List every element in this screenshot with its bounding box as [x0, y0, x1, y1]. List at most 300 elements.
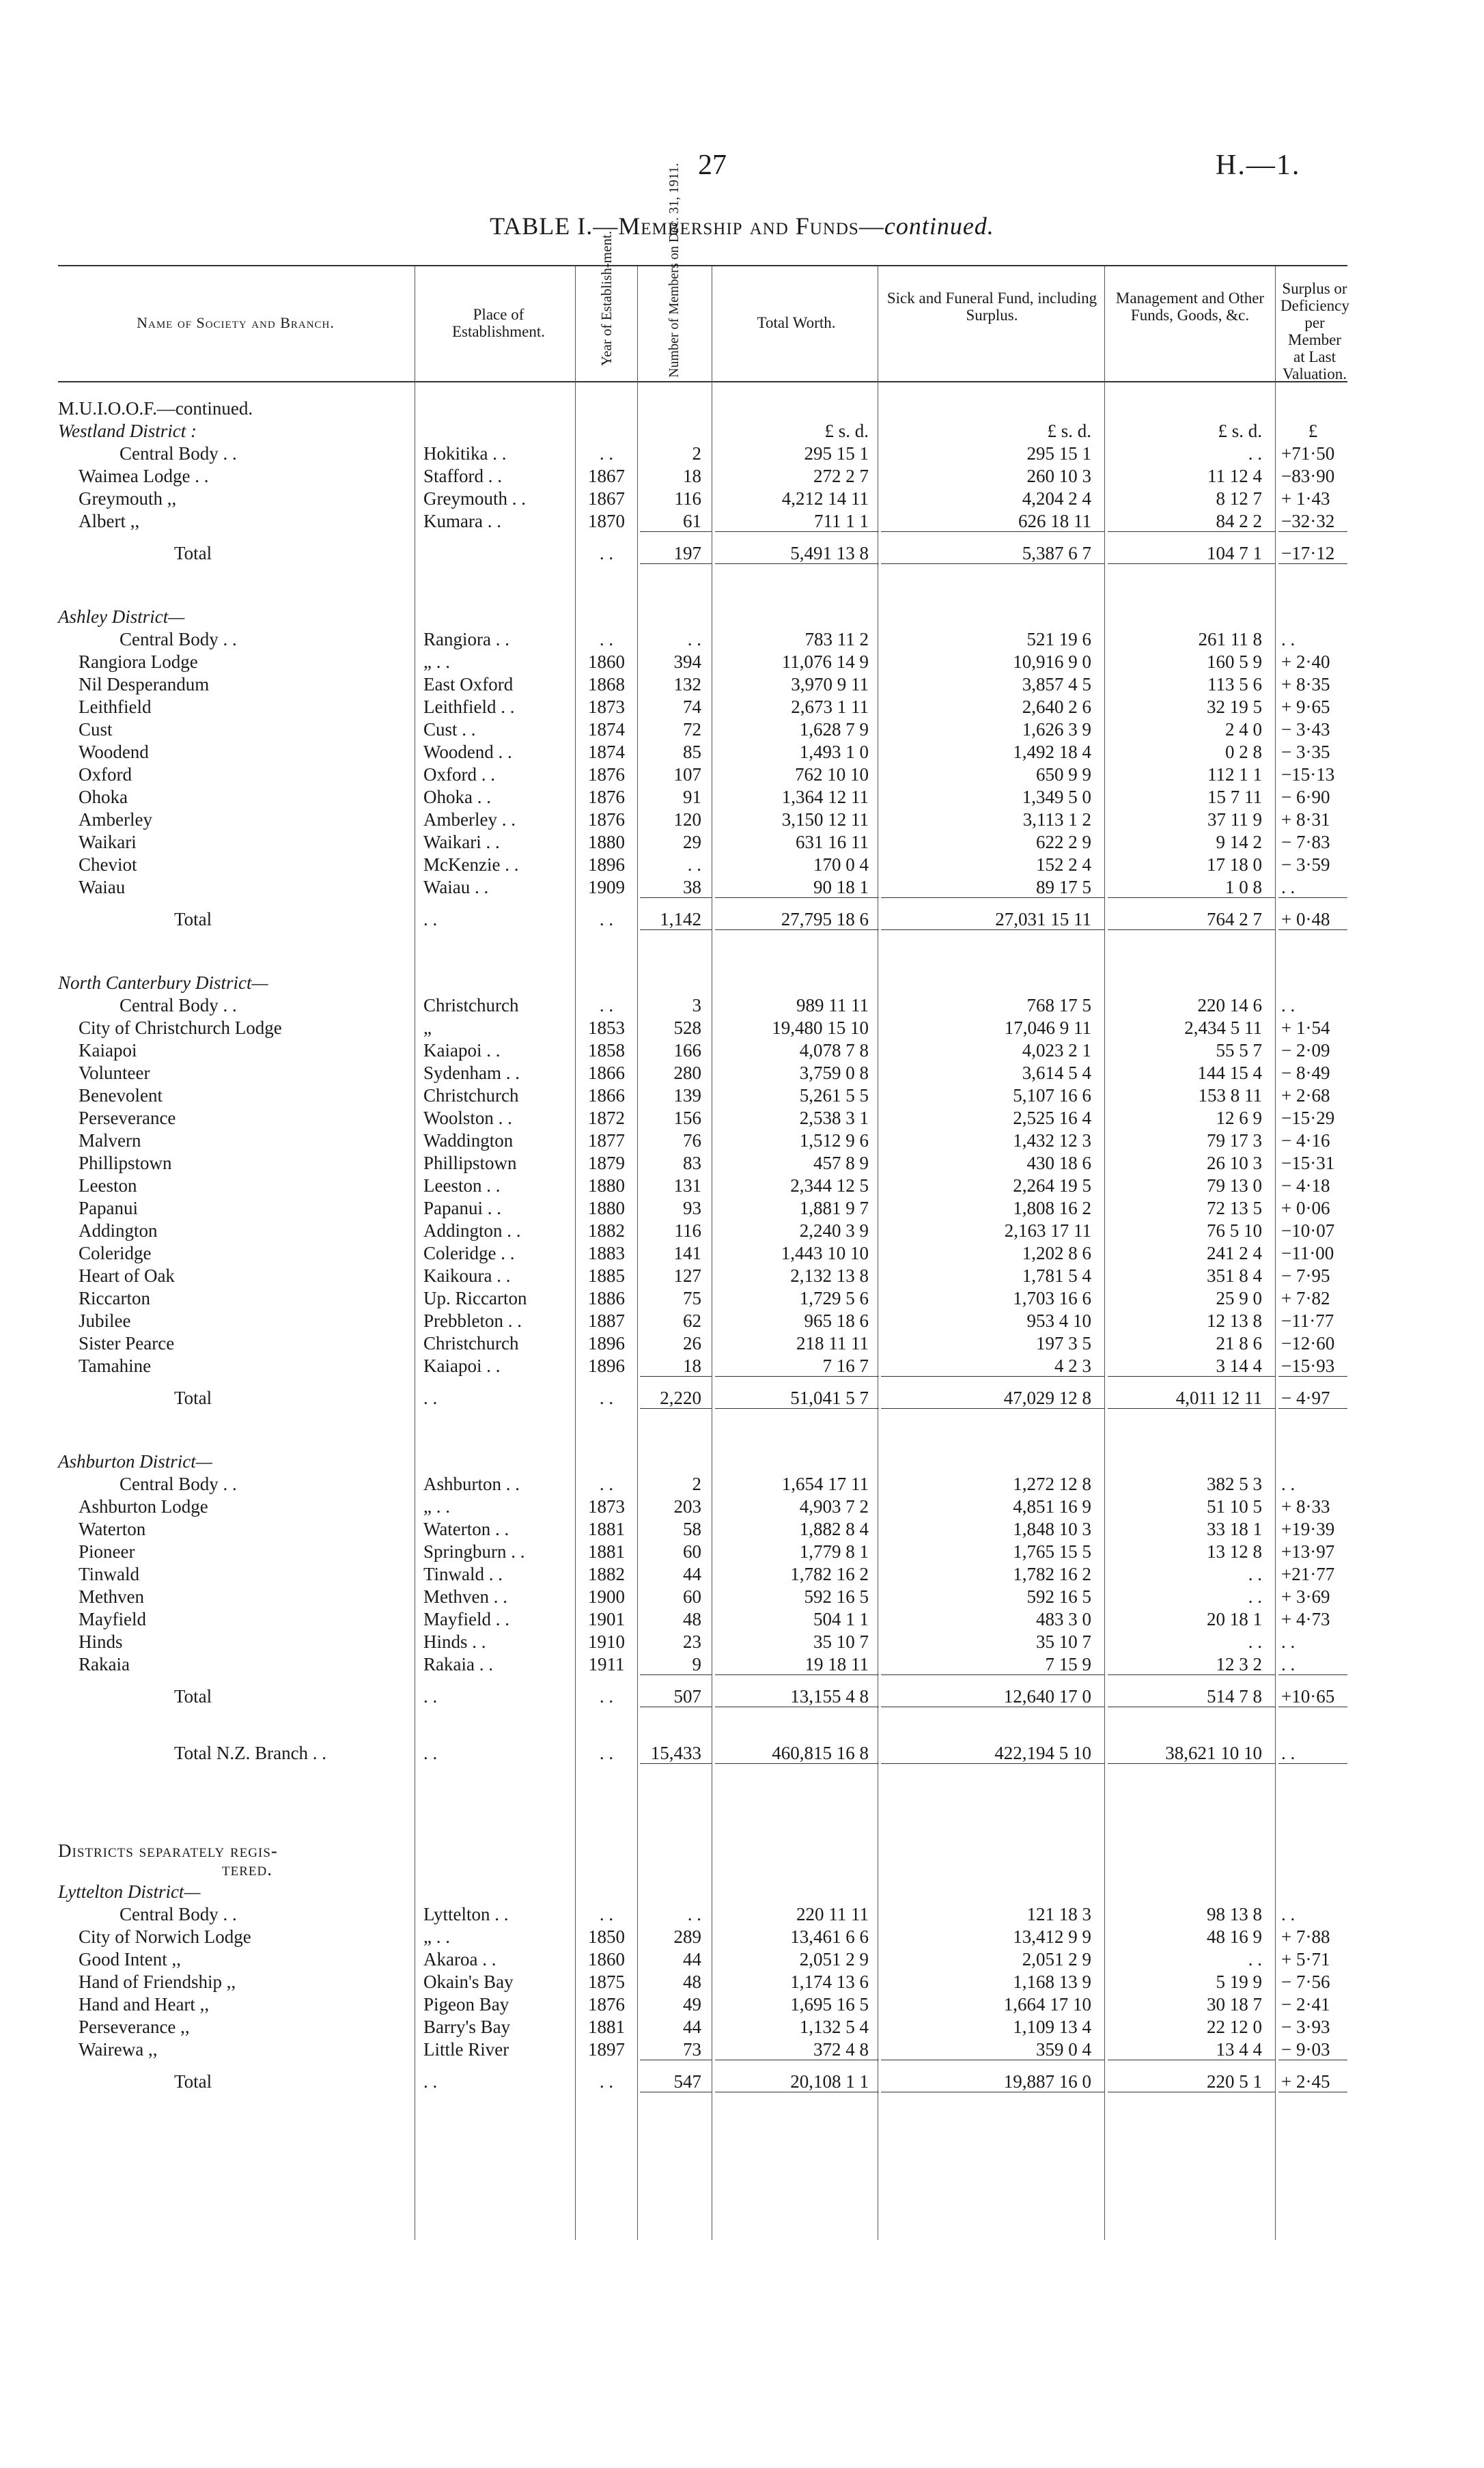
cell-mem: 547	[673, 2071, 701, 2092]
cell-sp: + 3·69	[1281, 1586, 1330, 1607]
cell-mg: 2,434 5 11	[1184, 1018, 1262, 1038]
cell-mem: 93	[683, 1198, 701, 1218]
table-row	[58, 1107, 1347, 1129]
table-row	[58, 994, 1347, 1016]
table-row	[58, 1175, 1347, 1196]
cell-place: Christchurch	[423, 1085, 519, 1106]
cell-sp: − 4·16	[1281, 1130, 1330, 1151]
cell-tw: 631 16 11	[796, 832, 869, 852]
cell-place: Lyttelton . .	[423, 1904, 509, 1924]
cell-mem: 507	[673, 1686, 701, 1707]
cell-tw: 1,779 8 1	[799, 1541, 869, 1562]
cell-sf: 12,640 17 0	[1003, 1686, 1091, 1707]
cell-year: . .	[599, 1904, 614, 1924]
cell-name: City of Christchurch Lodge	[79, 1018, 282, 1038]
table-row	[58, 1310, 1347, 1332]
cell-name: Waterton	[79, 1519, 146, 1539]
total-rule	[1278, 1763, 1347, 1764]
cell-mem: 83	[683, 1153, 701, 1173]
table-row	[58, 763, 1347, 785]
cell-year: 1897	[588, 2039, 625, 2060]
cell-mem: 132	[673, 674, 701, 695]
cell-tw: 762 10 10	[795, 764, 869, 785]
cell-name: Total N.Z. Branch . .	[174, 1743, 327, 1763]
total-rule	[1108, 531, 1275, 532]
cell-sf: 4 2 3	[1054, 1356, 1091, 1376]
cell-place: „ . .	[423, 651, 450, 672]
total-rule	[1108, 563, 1275, 564]
total-rule	[881, 531, 1104, 532]
cell-sf: 2,640 2 6	[1022, 697, 1091, 717]
cell-mg: 12 13 8	[1207, 1310, 1262, 1331]
cell-sp: . .	[1281, 1743, 1296, 1763]
cell-sf: 592 16 5	[1026, 1586, 1091, 1607]
cell-sp: . .	[1281, 1654, 1296, 1674]
cell-sp: . .	[1281, 1631, 1296, 1652]
cell-sf: 521 19 6	[1026, 629, 1091, 649]
cell-year: 1850	[588, 1926, 625, 1947]
cell-sp: −32·32	[1281, 511, 1335, 531]
cell-sf: 483 3 0	[1036, 1609, 1091, 1629]
cell-tw: 965 18 6	[804, 1310, 869, 1331]
cell-name: Rakaia	[79, 1654, 130, 1674]
cell-sp: − 3·93	[1281, 2017, 1330, 2037]
cell-sf: 1,703 16 6	[1013, 1288, 1091, 1308]
cell-sp: + 8·31	[1281, 809, 1330, 830]
cell-year: 1896	[588, 854, 625, 875]
cell-mem: 23	[683, 1631, 701, 1652]
cell-sf: 1,664 17 10	[1003, 1994, 1091, 2015]
cell-sp: . .	[1281, 995, 1296, 1015]
cell-mem: 85	[683, 742, 701, 762]
header-year: Year of Establish-ment.	[598, 231, 615, 366]
cell-sf: 4,023 2 1	[1022, 1040, 1091, 1061]
cell-sp: − 7·95	[1281, 1265, 1330, 1286]
cell-sp: + 0·48	[1281, 909, 1330, 929]
cell-place: Kaiapoi . .	[423, 1356, 501, 1376]
title-main: Membership and Funds—	[618, 212, 884, 240]
total-rule	[715, 1376, 879, 1377]
cell-mg: 220 14 6	[1197, 995, 1262, 1015]
cell-name: Oxford	[79, 764, 132, 785]
cell-name: Waikari	[79, 832, 137, 852]
cell-name: Leithfield	[79, 697, 152, 717]
table-row	[58, 2016, 1347, 2038]
total-rule	[881, 563, 1104, 564]
cell-tw: 3,759 0 8	[799, 1063, 869, 1083]
table-row	[58, 1926, 1347, 1948]
total-rule	[715, 1763, 879, 1764]
cell-place: Greymouth . .	[423, 488, 526, 509]
cell-sp: − 7·56	[1281, 1972, 1330, 1992]
cell-name: City of Norwich Lodge	[79, 1926, 251, 1947]
cell-mg: 51 10 5	[1207, 1496, 1262, 1517]
cell-name: Waimea Lodge . .	[79, 466, 209, 486]
table-row	[58, 1084, 1347, 1106]
cell-mg: 79 13 0	[1207, 1175, 1262, 1196]
cell-tw: 1,782 16 2	[790, 1564, 869, 1584]
table-row	[58, 809, 1347, 830]
cell-mem: 131	[673, 1175, 701, 1196]
cell-mg: . .	[1248, 1631, 1262, 1652]
total-rule	[1278, 1408, 1347, 1409]
cell-name: Kaiapoi	[79, 1040, 137, 1061]
cell-mg: 12 6 9	[1216, 1108, 1262, 1128]
cell-name: Greymouth ,,	[79, 488, 177, 509]
cell-mg: 0 2 8	[1225, 742, 1262, 762]
cell-place: Springburn . .	[423, 1541, 525, 1562]
cell-mg: 17 18 0	[1207, 854, 1262, 875]
cell-name: Riccarton	[79, 1288, 150, 1308]
cell-sf: 4,204 2 4	[1022, 488, 1091, 509]
cell-name: Total	[174, 1686, 212, 1707]
cell-year: 1896	[588, 1356, 625, 1376]
total-row	[58, 542, 1347, 564]
cell-mg: 98 13 8	[1207, 1904, 1262, 1924]
cell-tw: 1,628 7 9	[799, 719, 869, 740]
district-heading	[58, 1881, 1347, 1903]
society-heading	[58, 397, 1347, 419]
cell-mem: 3	[692, 995, 701, 1015]
cell-sp: − 3·59	[1281, 854, 1330, 875]
cell-tw: 372 4 8	[813, 2039, 869, 2060]
cell-name: Addington	[79, 1220, 158, 1241]
cell-sf: 430 18 6	[1026, 1153, 1091, 1173]
cell-sp: + 1·43	[1281, 488, 1330, 509]
cell-mem: 116	[674, 1220, 701, 1241]
table-row	[58, 1586, 1347, 1608]
cell-mem: 38	[683, 877, 701, 897]
cell-place: Waiau . .	[423, 877, 489, 897]
cell-year: . .	[599, 1474, 614, 1494]
cell-mg: 261 11 8	[1198, 629, 1262, 649]
total-row	[58, 1685, 1347, 1707]
cell-tw: 2,132 13 8	[790, 1265, 869, 1286]
cell-sp: + 9·65	[1281, 697, 1330, 717]
cell-place: Rakaia . .	[423, 1654, 493, 1674]
table-row	[58, 1039, 1347, 1061]
cell-mem: 127	[673, 1265, 701, 1286]
cell-year: 1880	[588, 1175, 625, 1196]
cell-year: . .	[599, 2071, 614, 2092]
cell-place: Pigeon Bay	[423, 1994, 509, 2015]
table-row	[58, 1265, 1347, 1287]
cell-mg: 12 3 2	[1216, 1654, 1262, 1674]
cell-name: Amberley	[79, 809, 152, 830]
cell-place: Stafford . .	[423, 466, 502, 486]
cell-year: 1881	[588, 1519, 625, 1539]
cell-name: Coleridge	[79, 1243, 152, 1263]
table-row	[58, 1903, 1347, 1925]
cell-mem: 15,433	[650, 1743, 701, 1763]
cell-sp: . .	[1281, 1474, 1296, 1494]
header-surplus: Surplus or Deficiency per Member at Last Valuation.	[1280, 280, 1349, 382]
cell-year: 1867	[588, 488, 625, 509]
cell-tw: 7 16 7	[822, 1356, 869, 1376]
cell-mem: 2,220	[660, 1388, 701, 1408]
cell-year: 1909	[588, 877, 625, 897]
table-row	[58, 1563, 1347, 1585]
cell-place: Cust . .	[423, 719, 476, 740]
cell-year: 1867	[588, 466, 625, 486]
cell-place: Coleridge . .	[423, 1243, 515, 1263]
cell-sf: 89 17 5	[1036, 877, 1091, 897]
cell-tw: 170 0 4	[813, 854, 869, 875]
cell-mem: 197	[673, 543, 701, 563]
cell-mem: 18	[683, 466, 701, 486]
cell-name: Jubilee	[79, 1310, 131, 1331]
cell-year: 1876	[588, 764, 625, 785]
cell-place: Waterton . .	[423, 1519, 509, 1539]
cell-sp: −10·07	[1281, 1220, 1335, 1241]
cell-place: Okain's Bay	[423, 1972, 514, 1992]
cell-name: Central Body . .	[120, 443, 237, 464]
cell-year: 1873	[588, 697, 625, 717]
cell-year: . .	[599, 443, 614, 464]
cell-year: 1910	[588, 1631, 625, 1652]
cell-name: Ashley District—	[58, 606, 185, 627]
cell-tw: 2,344 12 5	[790, 1175, 869, 1196]
cell-year: . .	[599, 629, 614, 649]
cell-mem: 44	[683, 1949, 701, 1969]
cell-sp: − 4·18	[1281, 1175, 1330, 1196]
cell-mg: 79 17 3	[1207, 1130, 1262, 1151]
cell-sf: 17,046 9 11	[1004, 1018, 1091, 1038]
cell-sp: + 2·68	[1281, 1085, 1330, 1106]
cell-sf: 1,765 15 5	[1013, 1541, 1091, 1562]
table-row	[58, 1993, 1347, 2015]
cell-name: Phillipstown	[79, 1153, 172, 1173]
cell-sf: 295 15 1	[1026, 443, 1091, 464]
table-row	[58, 1242, 1347, 1264]
cell-sf: 35 10 7	[1036, 1631, 1091, 1652]
page-number: 27	[698, 150, 727, 181]
cell-sf: 1,848 10 3	[1013, 1519, 1091, 1539]
cell-tw: 2,538 3 1	[799, 1108, 869, 1128]
cell-tw: 3,150 12 11	[781, 809, 869, 830]
cell-sf: 19,887 16 0	[1003, 2071, 1091, 2092]
cell-tw: 783 11 2	[804, 629, 869, 649]
total-rule	[1278, 1376, 1347, 1377]
cell-sf: 768 17 5	[1026, 995, 1091, 1015]
cell-tw: 5,491 13 8	[790, 543, 869, 563]
table-row	[58, 1220, 1347, 1242]
cell-tw: 504 1 1	[813, 1609, 869, 1629]
cell-place: Kumara . .	[423, 511, 501, 531]
cell-tw: 220 11 11	[796, 1904, 869, 1924]
cell-year: 1876	[588, 787, 625, 807]
cell-place: Methven . .	[423, 1586, 507, 1607]
cell-mem: 49	[683, 1994, 701, 2015]
cell-mg: 4,011 12 11	[1175, 1388, 1262, 1408]
cell-sp: + 8·35	[1281, 674, 1330, 695]
cell-sf: 2,264 19 5	[1013, 1175, 1091, 1196]
cell-year: 1882	[588, 1220, 625, 1241]
nz-total-row	[58, 1742, 1347, 1764]
cell-mem: 289	[673, 1926, 701, 1947]
header-total-worth: Total Worth.	[757, 314, 836, 331]
cell-mem: 166	[673, 1040, 701, 1061]
cell-sf: 197 3 5	[1036, 1333, 1091, 1354]
cell-sp: − 6·90	[1281, 787, 1330, 807]
cell-mem: 91	[683, 787, 701, 807]
cell-mg: 76 5 10	[1207, 1220, 1262, 1241]
table-row	[58, 831, 1347, 853]
cell-name: Hand of Friendship ,,	[79, 1972, 236, 1992]
total-rule	[640, 1763, 712, 1764]
cell-tw: 711 1 1	[814, 511, 869, 531]
cell-tw: 2,240 3 9	[799, 1220, 869, 1241]
cell-name: Perseverance ,,	[79, 2017, 190, 2037]
cell-place: . .	[423, 1388, 438, 1408]
total-rule	[881, 929, 1104, 930]
currency-heading: £ s. d.	[824, 421, 869, 441]
cell-place: Mayfield . .	[423, 1609, 509, 1629]
cell-name: Heart of Oak	[79, 1265, 175, 1286]
cell-tw: 4,078 7 8	[799, 1040, 869, 1061]
cell-name: Leeston	[79, 1175, 137, 1196]
cell-mem: 29	[683, 832, 701, 852]
table-row	[58, 1518, 1347, 1540]
cell-year: 1880	[588, 832, 625, 852]
cell-mem: 2	[692, 1474, 701, 1494]
cell-mg: 13 12 8	[1207, 1541, 1262, 1562]
table-row	[58, 1130, 1347, 1151]
cell-year: 1882	[588, 1564, 625, 1584]
cell-mg: 37 11 9	[1207, 809, 1262, 830]
cell-sf: 422,194 5 10	[994, 1743, 1091, 1763]
district-heading	[58, 420, 1347, 442]
cell-name: Westland District :	[58, 421, 197, 441]
cell-year: 1901	[588, 1609, 625, 1629]
cell-mg: 84 2 2	[1216, 511, 1262, 531]
total-rule	[1108, 1674, 1275, 1675]
total-rule	[881, 897, 1104, 898]
total-rule	[1278, 563, 1347, 564]
cell-year: . .	[599, 1388, 614, 1408]
cell-mg: 153 8 11	[1198, 1085, 1262, 1106]
table-row	[58, 1541, 1347, 1562]
cell-year: 1885	[588, 1265, 625, 1286]
cell-sp: −15·13	[1281, 764, 1335, 785]
cell-name: Total	[174, 909, 212, 929]
cell-place: Kaikoura . .	[423, 1265, 511, 1286]
cell-name: M.U.I.O.O.F.—continued.	[58, 398, 253, 419]
cell-name: Pioneer	[79, 1541, 135, 1562]
cell-sf: 5,107 16 6	[1013, 1085, 1091, 1106]
cell-sp: − 7·83	[1281, 832, 1330, 852]
cell-sp: − 2·09	[1281, 1040, 1330, 1061]
cell-place: Kaiapoi . .	[423, 1040, 501, 1061]
cell-sf: 1,349 5 0	[1022, 787, 1091, 807]
cell-mg: 144 15 4	[1197, 1063, 1262, 1083]
table-row	[58, 854, 1347, 875]
cell-mg: 8 12 7	[1216, 488, 1262, 509]
cell-sp: + 1·54	[1281, 1018, 1330, 1038]
cell-tw: 1,364 12 11	[781, 787, 869, 807]
header-members: Number of Members on Dec. 31, 1911.	[667, 163, 682, 378]
cell-year: 1880	[588, 1198, 625, 1218]
cell-mg: 30 18 7	[1207, 1994, 1262, 2015]
cell-sf: 47,029 12 8	[1003, 1388, 1091, 1408]
cell-place: Waddington	[423, 1130, 514, 1151]
cell-tw: 13,155 4 8	[790, 1686, 869, 1707]
cell-mg: 351 8 4	[1207, 1265, 1262, 1286]
cell-mem: 58	[683, 1519, 701, 1539]
cell-mg: 220 5 1	[1207, 2071, 1262, 2092]
total-rule	[1108, 1763, 1275, 1764]
cell-mg: 104 7 1	[1207, 543, 1262, 563]
cell-name: Nil Desperandum	[79, 674, 210, 695]
cell-name: Cheviot	[79, 854, 137, 875]
cell-sp: − 4·97	[1281, 1388, 1330, 1408]
cell-tw: 2,051 2 9	[799, 1949, 869, 1969]
cell-mg: . .	[1248, 1586, 1262, 1607]
cell-name: Sister Pearce	[79, 1333, 175, 1354]
cell-name: Cust	[79, 719, 113, 740]
total-rule	[1278, 929, 1347, 930]
cell-mg: 48 16 9	[1207, 1926, 1262, 1947]
cell-sf: 1,781 5 4	[1022, 1265, 1091, 1286]
cell-sp: + 5·71	[1281, 1949, 1330, 1969]
cell-name: Central Body . .	[120, 995, 237, 1015]
cell-mg: 25 9 0	[1216, 1288, 1262, 1308]
cell-sp: −11·00	[1281, 1243, 1334, 1263]
cell-place: Prebbleton . .	[423, 1310, 522, 1331]
table-row	[58, 1062, 1347, 1084]
cell-mem: 44	[683, 2017, 701, 2037]
total-rule	[715, 929, 879, 930]
cell-mem: 18	[683, 1356, 701, 1376]
cell-mem: 2	[692, 443, 701, 464]
cell-place: „	[423, 1018, 432, 1038]
cell-sf: 1,432 12 3	[1013, 1130, 1091, 1151]
header-sick-fund: Sick and Funeral Fund, including Surplus.	[886, 290, 1097, 324]
cell-tw: 1,132 5 4	[799, 2017, 869, 2037]
cell-mem: 107	[673, 764, 701, 785]
cell-mg: . .	[1248, 1564, 1262, 1584]
cell-place: Ohoka . .	[423, 787, 491, 807]
document-reference: H.—1.	[1216, 150, 1301, 181]
cell-tw: 1,695 16 5	[790, 1994, 869, 2015]
cell-year: 1877	[588, 1130, 625, 1151]
cell-mg: 9 14 2	[1216, 832, 1262, 852]
cell-year: 1858	[588, 1040, 625, 1061]
district-heading	[58, 1450, 1347, 1472]
cell-tw: 4,903 7 2	[799, 1496, 869, 1517]
total-rule	[715, 531, 879, 532]
cell-mem: 1,142	[660, 909, 701, 929]
cell-sf: 1,782 16 2	[1013, 1564, 1091, 1584]
table-row	[58, 1287, 1347, 1309]
cell-sf: 2,525 16 4	[1013, 1108, 1091, 1128]
cell-mem: 156	[673, 1108, 701, 1128]
cell-mem: 62	[683, 1310, 701, 1331]
cell-place: Ashburton . .	[423, 1474, 520, 1494]
cell-name: Tamahine	[79, 1356, 152, 1376]
cell-sf: 2,163 17 11	[1004, 1220, 1091, 1241]
cell-tw: 90 18 1	[813, 877, 869, 897]
cell-sp: − 3·43	[1281, 719, 1330, 740]
cell-tw: 35 10 7	[813, 1631, 869, 1652]
cell-name: Total	[174, 543, 212, 563]
cell-place: Papanui . .	[423, 1198, 501, 1218]
cell-tw: 989 11 11	[796, 995, 869, 1015]
cell-sf: 1,626 3 9	[1022, 719, 1091, 740]
header-management: Management and Other Funds, Goods, &c.	[1115, 290, 1265, 324]
cell-mem: 60	[683, 1586, 701, 1607]
cell-name: Papanui	[79, 1198, 138, 1218]
